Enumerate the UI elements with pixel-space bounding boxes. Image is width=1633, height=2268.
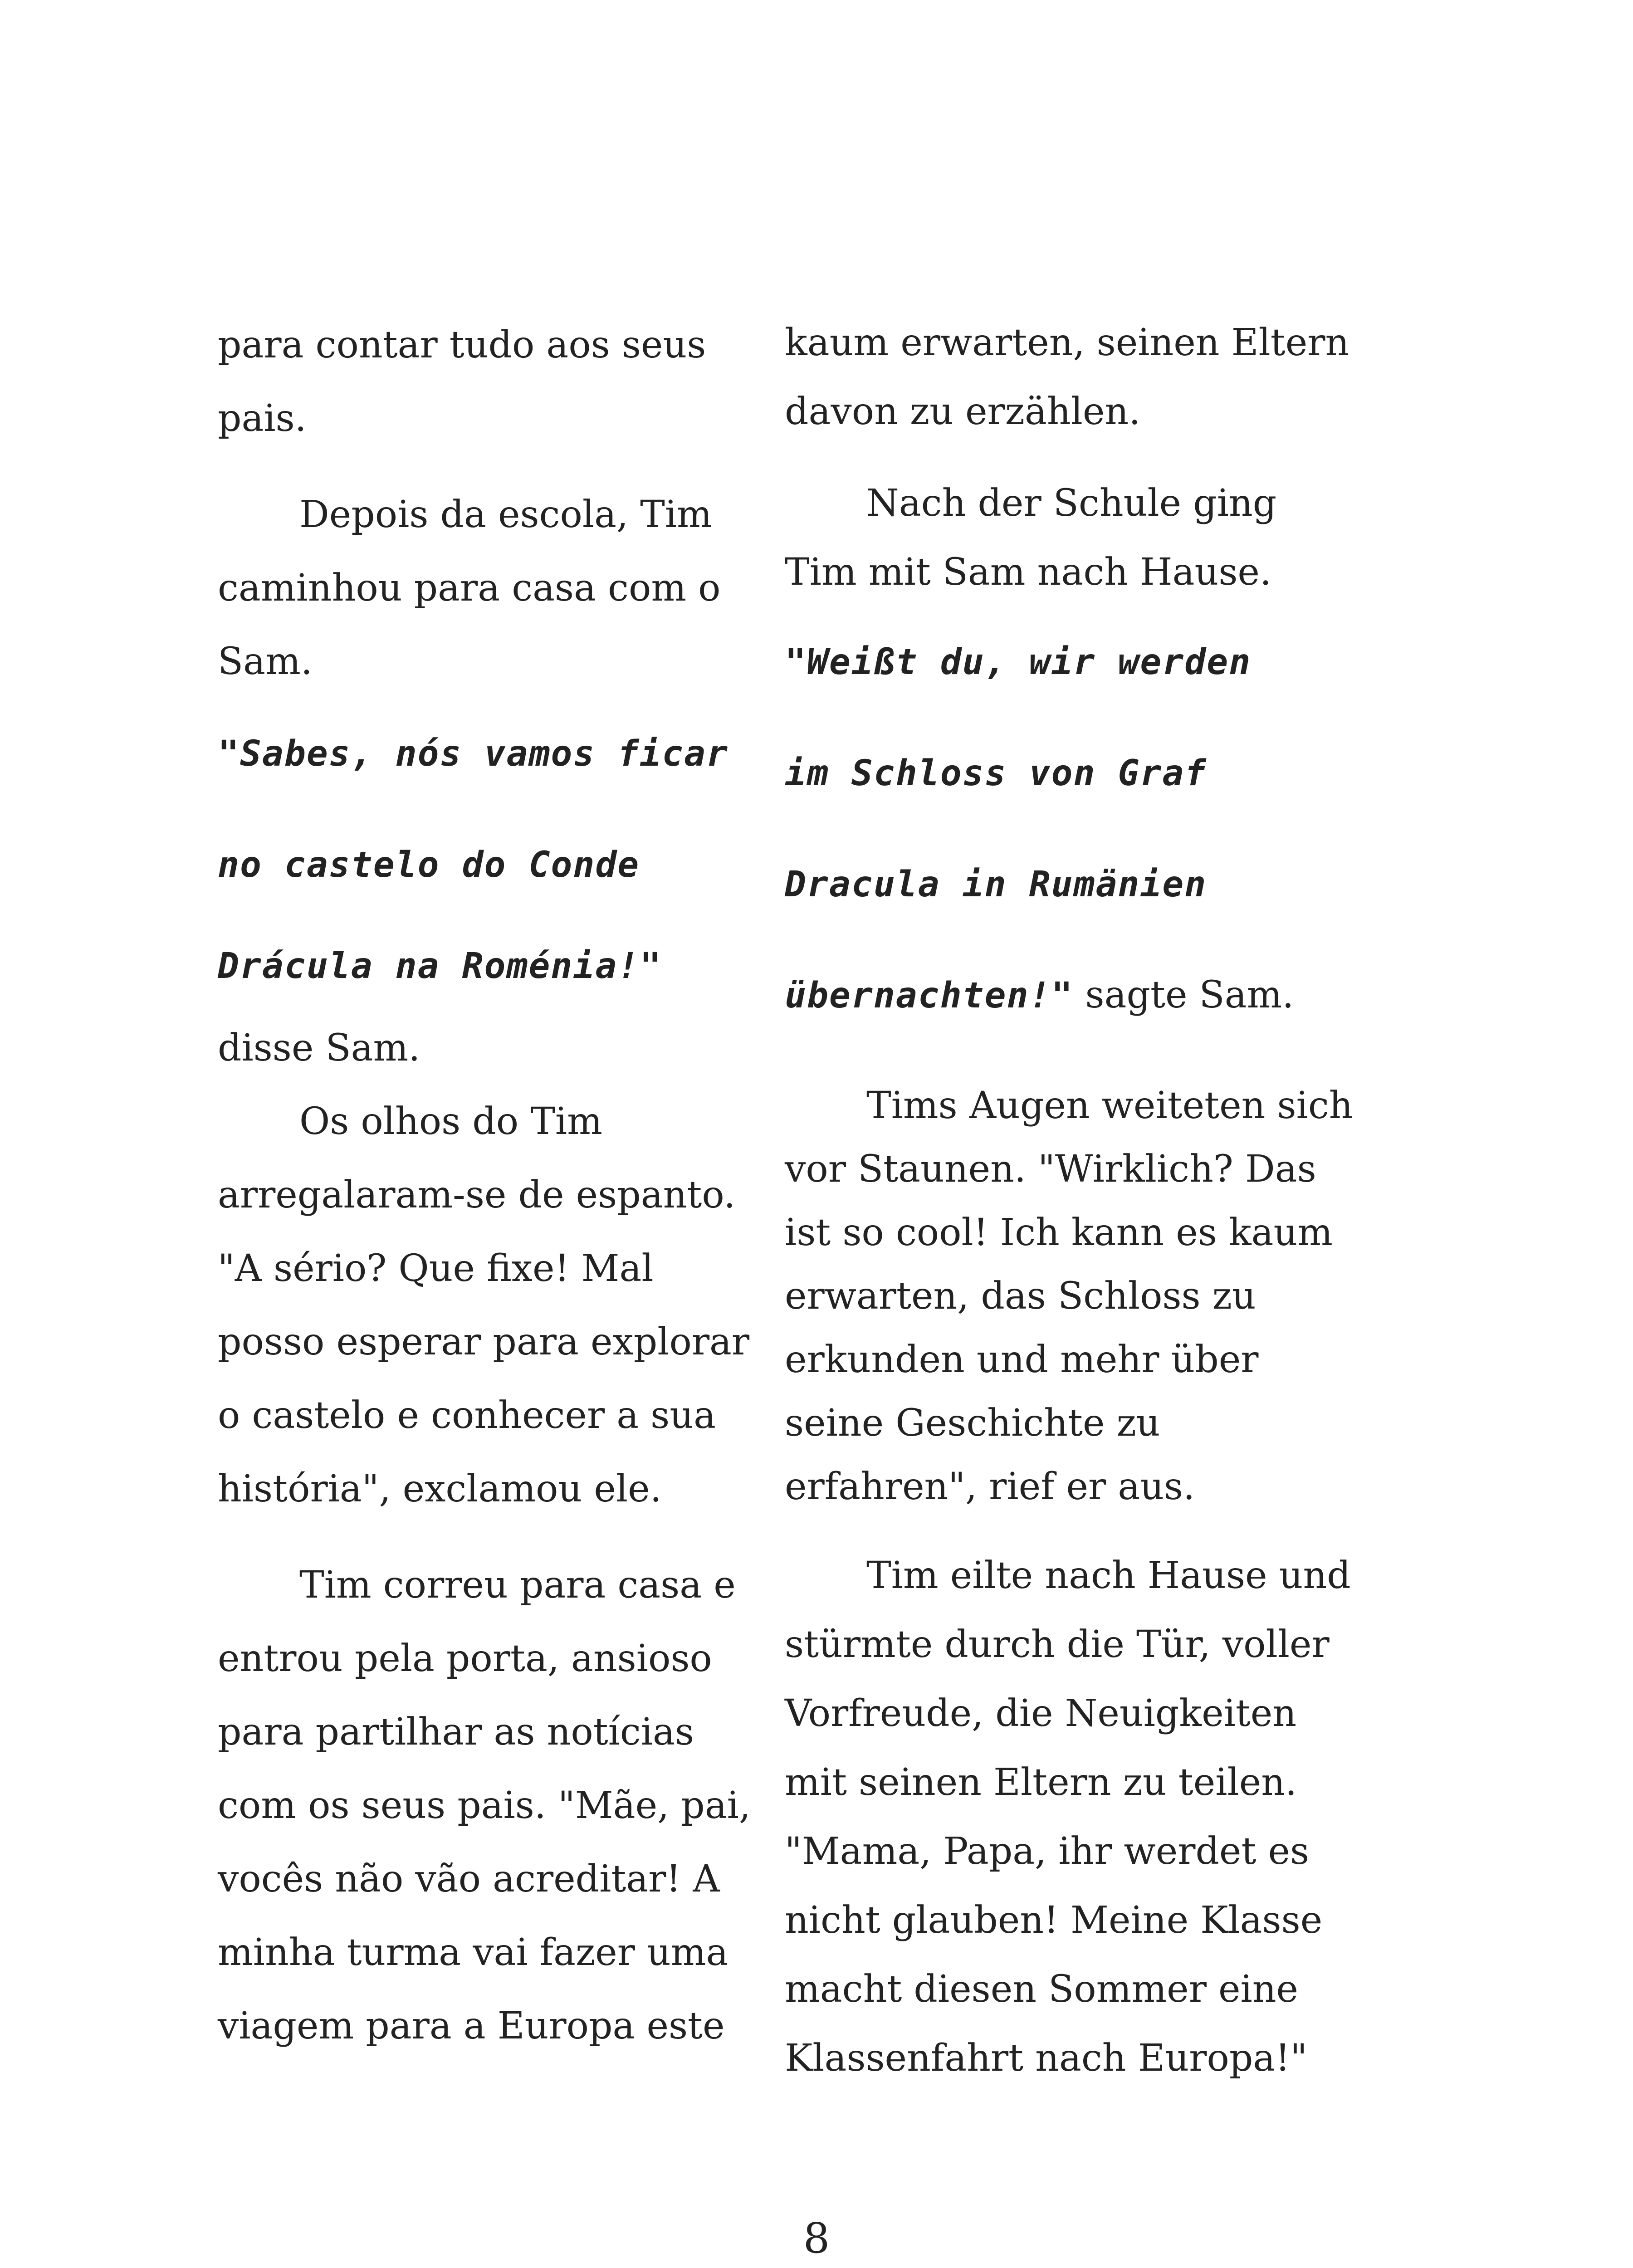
quote-line-2: im Schloss von Graf <box>785 753 1207 794</box>
quote-line-1: "Sabes, nós vamos ficar <box>218 733 729 774</box>
paragraph-continuation: kaum erwarten, seinen Eltern davon zu erzählen. <box>785 321 1349 433</box>
quote-line-1: "Weißt du, wir werden <box>785 642 1252 683</box>
quote-final-line <box>785 940 1356 1051</box>
quote-attribution: disse Sam. <box>218 1026 420 1070</box>
paragraph-continuation: para contar tudo aos seus pais. <box>218 323 706 440</box>
quote-line-3: Drácula na Roménia!" <box>218 946 662 987</box>
paragraph-ran-home: Tim eilte nach Hause und stürmte durch die Tür, voller Vorfreude, die Neuigkeiten mit seinen Eltern zu teilen. "Mama, Papa, ihr werdet es nicht glauben! Meine Klasse macht diesen Sommer eine Klassenfahrt nach Europa!" <box>785 1554 1351 2080</box>
paragraph-after-school: Depois da escola, Tim caminhou para casa com o Sam. <box>218 493 721 683</box>
quote-line-4: übernachten!" <box>785 975 1074 1016</box>
paragraph-ran-home: Tim correu para casa e entrou pela porta, ansioso para partilhar as notícias com os seus pais. "Mãe, pai, vocês não vão acreditar! A minha turma vai fazer uma viagem para a Europa este <box>218 1564 751 2048</box>
quote-line-2: no castelo do Conde <box>218 845 640 885</box>
left-column-portuguese <box>218 308 753 2063</box>
quote-line-3: Dracula in Rumänien <box>785 864 1207 905</box>
paragraph-eyes-widened: Os olhos do Tim arregalaram-se de espanto. "A sério? Que fixe! Mal posso esperar para explorar o castelo e conhecer a sua história", exclamou ele. <box>218 1100 750 1510</box>
page-number: 8 <box>803 2214 830 2263</box>
right-column-german <box>785 308 1356 2093</box>
paragraph-eyes-widened: Tims Augen weiteten sich vor Staunen. "Wirklich? Das ist so cool! Ich kann es kaum erwarten, das Schloss zu erkunden und mehr über seine Geschichte zu erfahren", rief er aus. <box>785 1084 1353 1508</box>
quote-attribution: sagte Sam. <box>1073 973 1294 1017</box>
paragraph-after-school: Nach der Schule ging Tim mit Sam nach Hause. <box>785 482 1277 594</box>
